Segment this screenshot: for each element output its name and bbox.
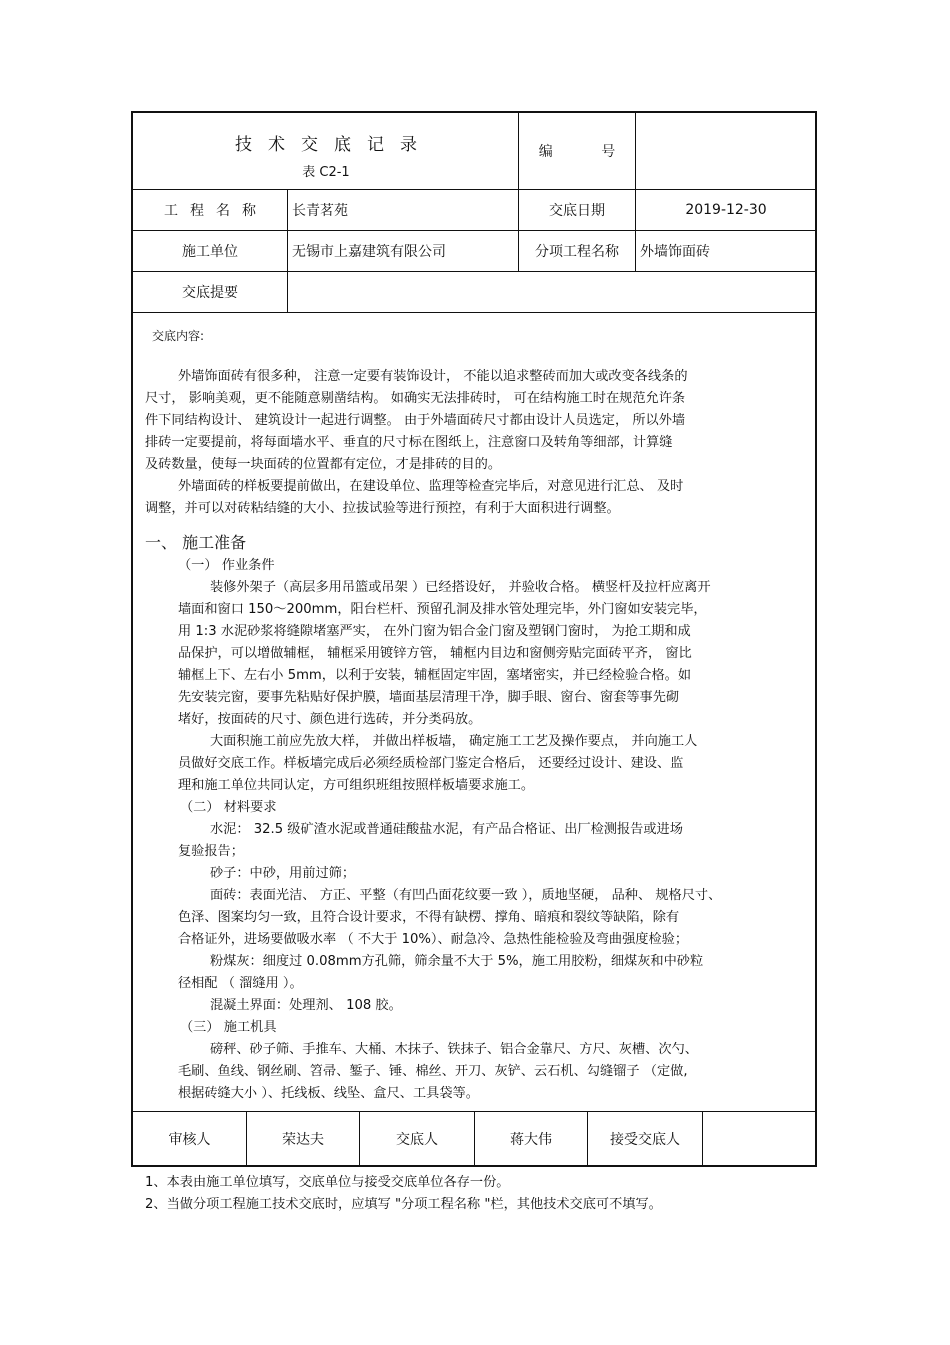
paragraph-line: 用 1:3 水泥砂浆将缝隙堵塞严实， 在外门窗为铝合金门窗及塑钢门窗时， 为抢工期和成 bbox=[178, 624, 691, 639]
paragraph-line: 径相配 （ 溜缝用 ）。 bbox=[178, 976, 303, 991]
paragraph-line: 面砖：表面光洁、 方正、平整（有凹凸面花纹要一致 ），质地坚硬， 品种、 规格尺寸、 bbox=[210, 888, 722, 903]
subsection-title: （二） 材料要求 bbox=[180, 800, 277, 815]
footnote: 1、本表由施工单位填写，交底单位与接受交底单位各存一份。 bbox=[145, 1175, 510, 1190]
code-value bbox=[636, 112, 816, 189]
paragraph-line: 复验报告； bbox=[178, 844, 244, 859]
paragraph-line: 外墙面砖的样板要提前做出，在建设单位、监理等检查完毕后，对意见进行汇总、 及时 bbox=[178, 479, 684, 494]
project-name-label: 工程名称 bbox=[164, 203, 268, 219]
paragraph-line: 排砖一定要提前，将每面墙水平、垂直的尺寸标在图纸上，注意窗口及转角等细部，计算缝 bbox=[145, 435, 673, 450]
paragraph-line: 根据砖缝大小 ）、托线板、线坠、盒尺、工具袋等。 bbox=[178, 1086, 479, 1101]
paragraph-line: 辅框上下、左右小 5mm，以利于安装，辅框固定牢固，塞堵密实，并已经检验合格。如 bbox=[178, 668, 692, 683]
paragraph-line: 毛刷、鱼线、钢丝刷、笤帚、錾子、锤、棉丝、开刀、灰铲、云石机、勾缝镏子 （定做, bbox=[178, 1064, 688, 1079]
paragraph-line: 合格证外，进场要做吸水率 （ 不大于 10%）、耐急冷、急热性能检验及弯曲强度检验； bbox=[178, 932, 689, 947]
paragraph-line: 大面积施工前应先放大样， 并做出样板墙， 确定施工工艺及操作要点， 并向施工人 bbox=[210, 734, 698, 749]
paragraph-line: 尺寸， 影响美观，更不能随意剔凿结构。 如确实无法排砖时， 可在结构施工时在规范允许条 bbox=[145, 391, 686, 406]
discloser-label: 交底人 bbox=[396, 1132, 438, 1148]
code-label: 编 号 bbox=[538, 143, 638, 160]
reviewer-value: 荣达夫 bbox=[282, 1132, 324, 1148]
paragraph-line: 调整，并可以对砖粘结缝的大小、拉拔试验等进行预控，有利于大面积进行调整。 bbox=[145, 501, 620, 516]
date-label: 交底日期 bbox=[549, 203, 605, 219]
paragraph-line: 砂子：中砂，用前过筛； bbox=[210, 866, 356, 881]
paragraph-line: 外墙饰面砖有很多种， 注意一定要有装饰设计， 不能以追求整砖而加大或改变各线条的 bbox=[178, 369, 688, 384]
paragraph-line: 墙面和窗口 150～200mm，阳台栏杆、预留孔洞及排水管处理完毕，外门窗如安装完毕， bbox=[178, 602, 707, 617]
paragraph-line: 及砖数量，使每一块面砖的位置都有定位，才是排砖的目的。 bbox=[145, 457, 502, 472]
paragraph-line: 混凝土界面：处理剂、 108 胶。 bbox=[210, 998, 402, 1013]
code-label-cell bbox=[519, 112, 638, 189]
paragraph-line: 色泽、图案均匀一致，且符合设计要求，不得有缺楞、撑角、暗痕和裂纹等缺陷，除有 bbox=[178, 910, 680, 925]
paragraph-line: 员做好交底工作。样板墙完成后必须经质检部门鉴定合格后， 还要经过设计、建设、监 bbox=[178, 756, 684, 771]
paragraph-line: 理和施工单位共同认定，方可组织班组按照样板墙要求施工。 bbox=[178, 778, 535, 793]
paragraph-line: 磅秤、砂子筛、手推车、大桶、木抹子、铁抹子、铝合金靠尺、方尺、灰槽、次勺、 bbox=[210, 1042, 698, 1057]
receiver-label: 接受交底人 bbox=[610, 1132, 680, 1148]
date-value: 2019-12-30 bbox=[685, 202, 767, 218]
footnote: 2、当做分项工程施工技术交底时，应填写 "分项工程名称 "栏，其他技术交底可不填写。 bbox=[145, 1197, 662, 1212]
paragraph-line: 先安装完窗，要事先粘贴好保护膜，墙面基层清理干净，脚手眼、窗台、窗套等事先砌 bbox=[178, 690, 680, 705]
reviewer-label: 审核人 bbox=[168, 1132, 211, 1148]
sub-project-value: 外墙饰面砖 bbox=[640, 244, 710, 260]
discloser-value: 蒋大伟 bbox=[510, 1132, 552, 1148]
paragraph-line: 水泥： 32.5 级矿渣水泥或普通硅酸盐水泥，有产品合格证、出厂检测报告或进场 bbox=[210, 822, 683, 837]
contractor-label: 施工单位 bbox=[182, 244, 238, 260]
summary-label: 交底提要 bbox=[182, 285, 238, 301]
contractor-value: 无锡市上嘉建筑有限公司 bbox=[292, 244, 446, 260]
sub-project-label: 分项工程名称 bbox=[535, 244, 619, 260]
form-title: 技术交底记录 bbox=[235, 135, 433, 155]
paragraph-line: 件下同结构设计、 建筑设计一起进行调整。 由于外墙面砖尺寸都由设计人员选定， 所以外墙 bbox=[145, 413, 686, 428]
paragraph-line: 品保护，可以增做辅框， 辅框采用镀锌方管， 辅框内目边和窗侧旁贴完面砖平齐， 窗比 bbox=[178, 646, 692, 661]
project-name-value: 长青茗苑 bbox=[292, 203, 348, 219]
project-name-label-cell bbox=[133, 190, 287, 230]
paragraph-line: 堵好，按面砖的尺寸、颜色进行选砖，并分类码放。 bbox=[178, 712, 482, 727]
subsection-title: （三） 施工机具 bbox=[180, 1020, 277, 1035]
receiver-value bbox=[703, 1112, 816, 1166]
row-divider bbox=[131, 312, 817, 313]
paragraph-line: 粉煤灰：细度过 0.08mm方孔筛，筛余量不大于 5%，施工用胶粉，细煤灰和中砂粒 bbox=[210, 954, 704, 969]
paragraph-line: 装修外架子（高层多用吊篮或吊架 ）已经搭设好， 并验收合格。 横竖杆及拉杆应离开 bbox=[210, 580, 711, 595]
subsection-title: （一） 作业条件 bbox=[178, 558, 275, 573]
summary-value bbox=[288, 272, 816, 312]
form-header bbox=[133, 113, 519, 190]
form-number: 表 C2-1 bbox=[302, 165, 350, 180]
section-title: 一、 施工准备 bbox=[145, 533, 247, 552]
content-label: 交底内容: bbox=[152, 329, 205, 343]
